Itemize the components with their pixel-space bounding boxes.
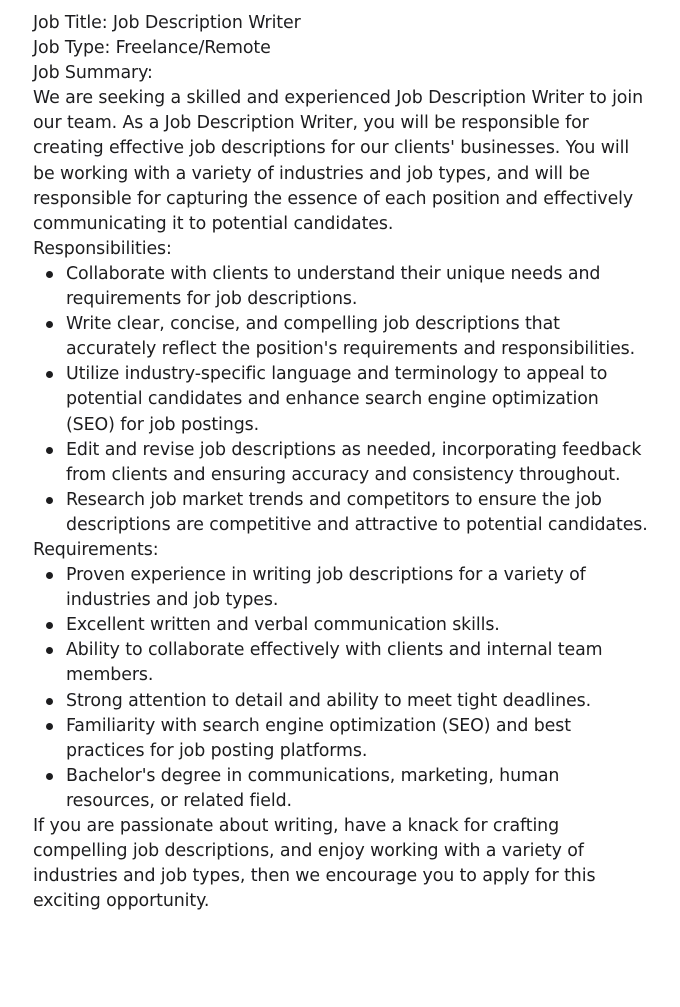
requirement-item: Bachelor's degree in communications, marketing, human resources, or related field. [66, 764, 650, 814]
responsibilities-heading: Responsibilities: [33, 238, 172, 259]
responsibility-item: Edit and revise job descriptions as needed, incorporating feedback from clients and ensuring accuracy and consistency throughout. [66, 438, 650, 488]
responsibilities-list [33, 262, 650, 538]
responsibility-item: Collaborate with clients to understand their unique needs and requirements for job descriptions. [66, 262, 650, 312]
summary-text: We are seeking a skilled and experienced Job Description Writer to join our team. As a Job Description Writer, you will be responsible for creating effective job descriptions for our clients' businesses. You will be working with a variety of industries and job types, and will be responsible for capturing the essence of each position and effectively communicating it to potential candidates. [33, 88, 643, 234]
requirements-list [33, 563, 650, 814]
responsibility-item: Utilize industry-specific language and terminology to appeal to potential candidates and enhance search engine optimization (SEO) for job postings. [66, 362, 650, 437]
responsibility-item: Research job market trends and competitors to ensure the job descriptions are competitive and attractive to potential candidates. [66, 488, 650, 538]
responsibility-item: Write clear, concise, and compelling job descriptions that accurately reflect the position's requirements and responsibilities. [66, 312, 650, 362]
requirement-item: Familiarity with search engine optimization (SEO) and best practices for job posting platforms. [66, 714, 650, 764]
requirement-item: Strong attention to detail and ability to meet tight deadlines. [66, 689, 650, 714]
closing-text: If you are passionate about writing, have a knack for crafting compelling job descriptions, and enjoy working with a variety of industries and job types, then we encourage you to apply for this exciting opportunity. [33, 816, 596, 912]
requirements-heading: Requirements: [33, 539, 159, 560]
job-title: Job Title: Job Description Writer [33, 13, 301, 33]
requirement-item: Ability to collaborate effectively with clients and internal team members. [66, 638, 650, 688]
job-type: Job Type: Freelance/Remote [33, 38, 271, 59]
requirement-item: Proven experience in writing job descriptions for a variety of industries and job types. [66, 563, 650, 613]
requirement-item: Excellent written and verbal communication skills. [66, 613, 650, 638]
summary-heading: Job Summary: [33, 63, 153, 84]
